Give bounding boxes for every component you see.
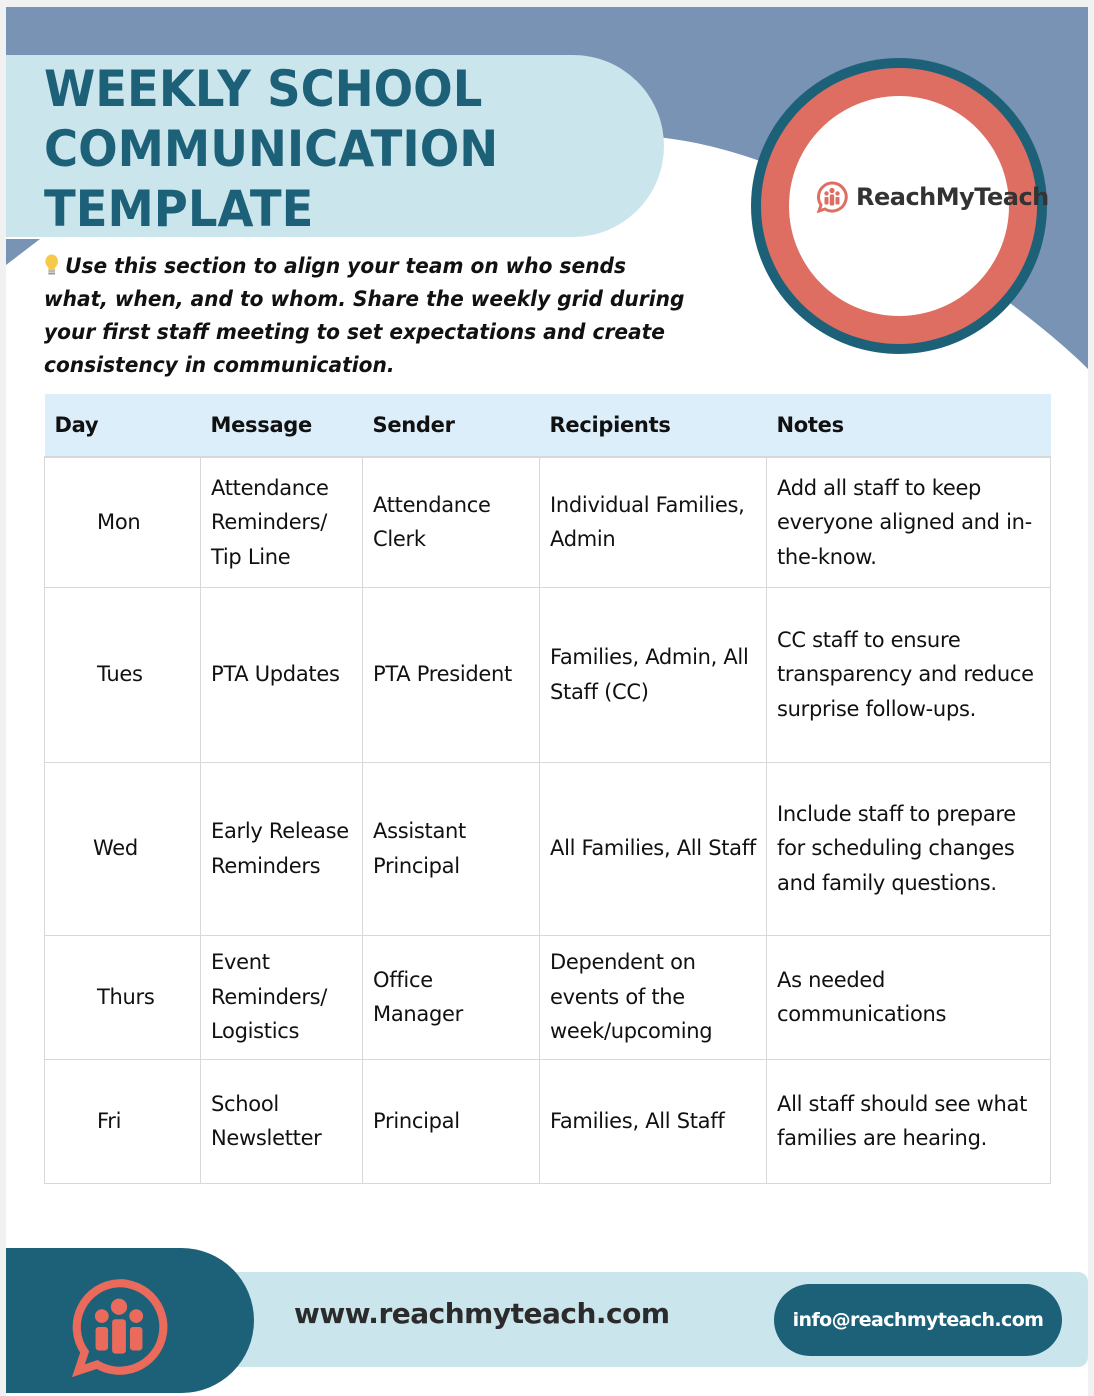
column-header-sender: Sender xyxy=(363,394,540,457)
column-header-message: Message xyxy=(201,394,363,457)
cell-day: Mon xyxy=(45,457,201,587)
cell-message: Attendance Reminders/ Tip Line xyxy=(201,457,363,587)
cell-recipients: All Families, All Staff xyxy=(540,762,767,935)
cell-sender: Assistant Principal xyxy=(363,762,540,935)
cell-message: PTA Updates xyxy=(201,587,363,762)
cell-day: Fri xyxy=(45,1059,201,1183)
table-row xyxy=(45,935,1051,1059)
page-title: WEEKLY SCHOOL COMMUNICATION TEMPLATE xyxy=(44,60,499,238)
intro-text xyxy=(44,250,697,382)
brand-logo xyxy=(816,181,1049,213)
table-row xyxy=(45,762,1051,935)
column-header-recipients: Recipients xyxy=(540,394,767,457)
cell-recipients: Families, All Staff xyxy=(540,1059,767,1183)
page xyxy=(6,7,1088,1396)
lightbulb-icon xyxy=(44,254,59,276)
cell-sender: Attendance Clerk xyxy=(363,457,540,587)
slate-corner-shape xyxy=(6,239,40,265)
chat-people-icon xyxy=(816,181,848,213)
cell-message: Early Release Reminders xyxy=(201,762,363,935)
cell-day: Wed xyxy=(45,762,201,935)
cell-recipients: Dependent on events of the week/upcoming xyxy=(540,935,767,1059)
table-header-row xyxy=(45,394,1051,457)
cell-notes: Include staff to prepare for scheduling changes and family questions. xyxy=(767,762,1051,935)
slate-wedge-shape xyxy=(546,7,1088,67)
cell-recipients: Individual Families, Admin xyxy=(540,457,767,587)
column-header-day: Day xyxy=(45,394,201,457)
cell-sender: Principal xyxy=(363,1059,540,1183)
email-link[interactable]: info@reachmyteach.com xyxy=(774,1284,1062,1356)
cell-sender: Office Manager xyxy=(363,935,540,1059)
logo-badge xyxy=(751,58,1047,354)
chat-people-icon xyxy=(66,1277,172,1377)
cell-sender: PTA President xyxy=(363,587,540,762)
cell-notes: Add all staff to keep everyone aligned and in-the-know. xyxy=(767,457,1051,587)
cell-day: Thurs xyxy=(45,935,201,1059)
cell-notes: All staff should see what families are hearing. xyxy=(767,1059,1051,1183)
cell-day: Tues xyxy=(45,587,201,762)
intro-body: Use this section to align your team on who sends what, when, and to whom. Share the weekly grid during your first staff meeting to set expectations and create consistency in communication. xyxy=(44,254,685,377)
table-row xyxy=(45,1059,1051,1183)
cell-recipients: Families, Admin, All Staff (CC) xyxy=(540,587,767,762)
cell-message: Event Reminders/ Logistics xyxy=(201,935,363,1059)
table-row xyxy=(45,457,1051,587)
table-row xyxy=(45,587,1051,762)
website-link[interactable]: www.reachmyteach.com xyxy=(294,1297,670,1330)
cell-message: School Newsletter xyxy=(201,1059,363,1183)
cell-notes: As needed communications xyxy=(767,935,1051,1059)
cell-notes: CC staff to ensure transparency and reduce surprise follow-ups. xyxy=(767,587,1051,762)
column-header-notes: Notes xyxy=(767,394,1051,457)
communication-schedule-table xyxy=(44,394,1051,1184)
brand-name: ReachMyTeach xyxy=(856,183,1049,211)
